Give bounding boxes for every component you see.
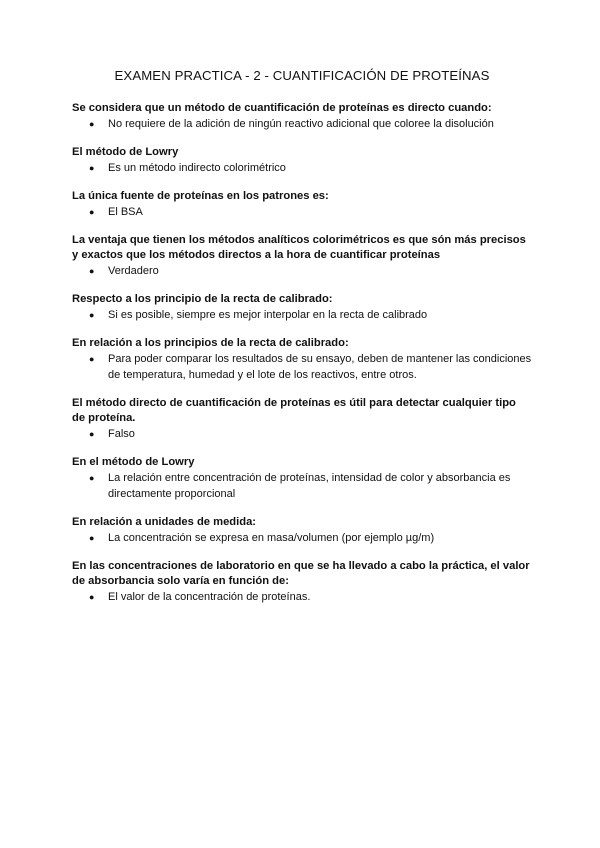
question-3: La única fuente de proteínas en los patrones es:: [72, 190, 329, 202]
question-4: La ventaja que tienen los métodos analíticos colorimétricos es que són más precisos y exactos que los métodos directos a la hora de cuantificar proteínas: [72, 234, 526, 261]
qa-item-6: [72, 336, 532, 383]
answer-6: ● Para poder comparar los resultados de su ensayo, deben de mantener las condiciones de temperatura, humedad y el lote de los reactivos, entre otros.: [89, 353, 532, 381]
answer-list-3: [72, 204, 532, 220]
answer-list-9: [72, 530, 532, 546]
qa-item-3: [72, 189, 532, 220]
answer-list-10: [72, 589, 532, 605]
answer-list-8: [72, 470, 532, 502]
qa-item-1: [72, 101, 532, 132]
answer-list-6: [72, 351, 532, 383]
bullet-icon: ●: [89, 310, 95, 320]
question-6: En relación a los principios de la recta de calibrado:: [72, 337, 349, 349]
bullet-icon: ●: [89, 429, 95, 439]
bullet-icon: ●: [89, 592, 95, 602]
qa-item-2: [72, 145, 532, 176]
bullet-icon: ●: [89, 207, 95, 217]
answer-list-7: [72, 426, 532, 442]
answer-8: ● La relación entre concentración de proteínas, intensidad de color y absorbancia es directamente proporcional: [89, 472, 511, 500]
question-2: El método de Lowry: [72, 146, 179, 158]
answer-7: ● Falso: [89, 428, 135, 440]
question-5: Respecto a los principio de la recta de calibrado:: [72, 293, 333, 305]
question-7: El método directo de cuantificación de proteínas es útil para detectar cualquier tipo de proteína.: [72, 397, 516, 424]
bullet-icon: ●: [89, 163, 95, 173]
qa-item-8: [72, 455, 532, 502]
qa-item-4: [72, 233, 532, 279]
document-page: [72, 68, 532, 618]
bullet-icon: ●: [89, 354, 95, 364]
question-9: En relación a unidades de medida:: [72, 516, 257, 528]
bullet-icon: ●: [89, 533, 95, 543]
question-8: En el método de Lowry: [72, 456, 195, 468]
bullet-icon: ●: [89, 473, 95, 483]
document-title: EXAMEN PRACTICA - 2 - CUANTIFICACIÓN DE PROTEÍNAS: [114, 68, 490, 83]
answer-4: ● Verdadero: [89, 265, 159, 277]
bullet-icon: ●: [89, 119, 95, 129]
answer-list-4: [72, 263, 532, 279]
answer-10: ● El valor de la concentración de proteínas.: [89, 591, 311, 603]
qa-item-5: [72, 292, 532, 323]
question-10: En las concentraciones de laboratorio en que se ha llevado a cabo la práctica, el valor de absorbancia solo varía en función de:: [72, 560, 530, 587]
bullet-icon: ●: [89, 266, 95, 276]
answer-list-2: [72, 160, 532, 176]
qa-item-10: [72, 559, 532, 605]
qa-item-7: [72, 396, 532, 442]
answer-2: ● Es un método indirecto colorimétrico: [89, 162, 286, 174]
question-1: Se considera que un método de cuantificación de proteínas es directo cuando:: [72, 102, 492, 114]
answer-5: ● Si es posible, siempre es mejor interpolar en la recta de calibrado: [89, 309, 428, 321]
answer-list-1: [72, 116, 532, 132]
answer-9: ● La concentración se expresa en masa/volumen (por ejemplo µg/m): [89, 532, 435, 544]
answer-3: ● El BSA: [89, 206, 143, 218]
answer-1: ● No requiere de la adición de ningún reactivo adicional que coloree la disolución: [89, 118, 494, 130]
answer-list-5: [72, 307, 532, 323]
qa-item-9: [72, 515, 532, 546]
